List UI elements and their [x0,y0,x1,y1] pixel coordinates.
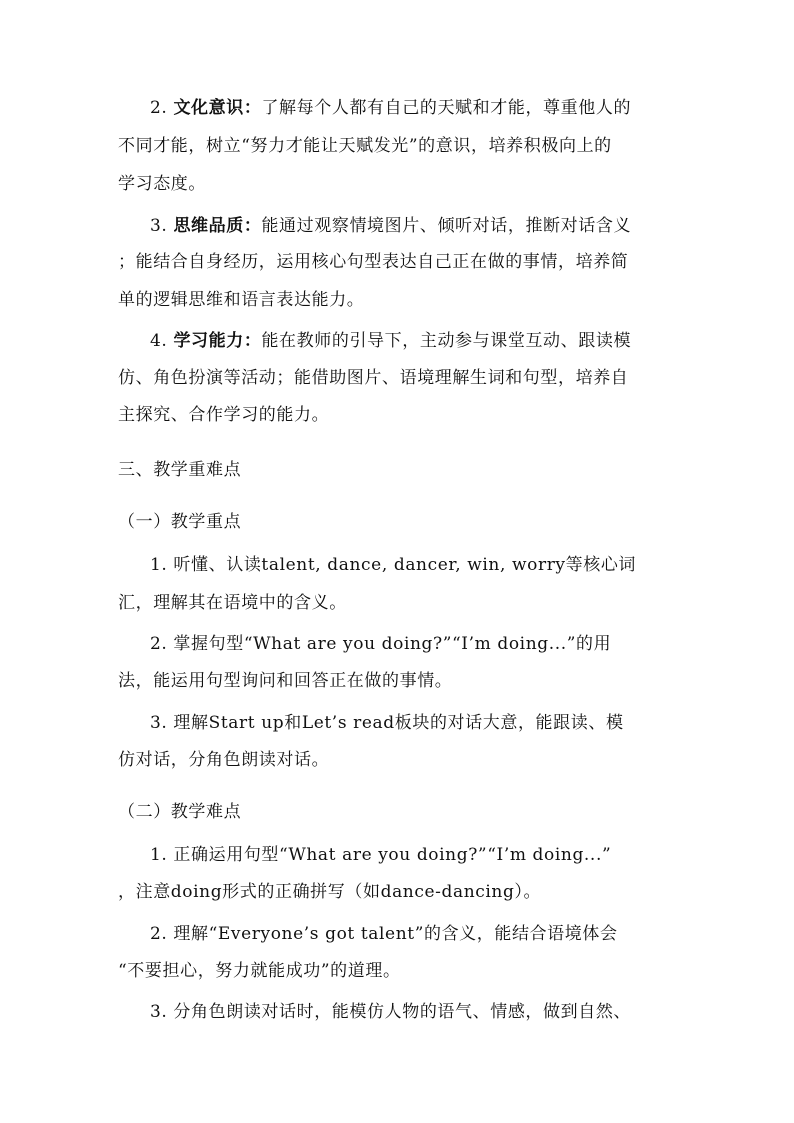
para4-line1 [150,329,678,353]
para3-text: 能通过观察情境图片、倾听对话，推断对话含义 [261,216,632,236]
para4-line3: 主探究、合作学习的能力。 [118,405,330,425]
difficult-point-2-line2: “不要担心，努力就能成功”的道理。 [118,961,401,981]
key-point-3-line1: 3. 理解Start up和Let’s read板块的对话大意，能跟读、模 [150,713,624,733]
difficult-point-2-line1: 2. 理解“Everyone’s got talent”的含义，能结合语境体会 [150,924,618,944]
para4-number: 4. [150,331,174,351]
para2-text: 了解每个人都有自己的天赋和才能，尊重他人的 [261,98,632,118]
para3-line2: ；能结合自身经历，运用核心句型表达自己正在做的事情，培养简 [118,252,629,272]
para4-colon: ： [243,331,262,351]
difficult-point-3-line1: 3. 分角色朗读对话时，能模仿人物的语气、情感，做到自然、 [150,1002,632,1022]
para2-line2: 不同才能，树立“努力才能让天赋发光”的意识，培养积极向上的 [118,136,612,156]
para2-line3: 学习态度。 [118,174,206,194]
para4-term: 学习能力 [173,331,244,351]
para2-colon: ： [243,98,262,118]
difficult-point-1-line1: 1. 正确运用句型“What are you doing?”“I’m doing...” [150,845,612,865]
key-point-1-line2: 汇，理解其在语境中的含义。 [118,593,347,613]
para3-line3: 单的逻辑思维和语言表达能力。 [118,290,365,310]
para3-line1 [150,214,678,238]
para3-term: 思维品质 [173,216,244,236]
para4-text: 能在教师的引导下，主动参与课堂互动、跟读模 [261,331,632,351]
key-point-2-line2: 法，能运用句型询问和回答正在做的事情。 [118,671,453,691]
para2-number: 2. [150,98,174,118]
subheading-difficult-points: （二）教学难点 [118,802,242,822]
para4-line2: 仿、角色扮演等活动；能借助图片、语境理解生词和句型，培养自 [118,368,629,388]
section-heading: 三、教学重难点 [118,460,242,480]
difficult-point-1-line2: ，注意doing形式的正确拼写（如dance-dancing）。 [118,882,542,902]
para3-number: 3. [150,216,174,236]
key-point-3-line2: 仿对话，分角色朗读对话。 [118,750,330,770]
subheading-key-points: （一）教学重点 [118,512,242,532]
key-point-1-line1: 1. 听懂、认读talent, dance, dancer, win, worry等核心词 [150,555,637,575]
para2-line1 [150,96,678,120]
key-point-2-line1: 2. 掌握句型“What are you doing?”“I’m doing...”的用 [150,634,612,654]
para2-term: 文化意识 [173,98,244,118]
para3-colon: ： [243,216,262,236]
